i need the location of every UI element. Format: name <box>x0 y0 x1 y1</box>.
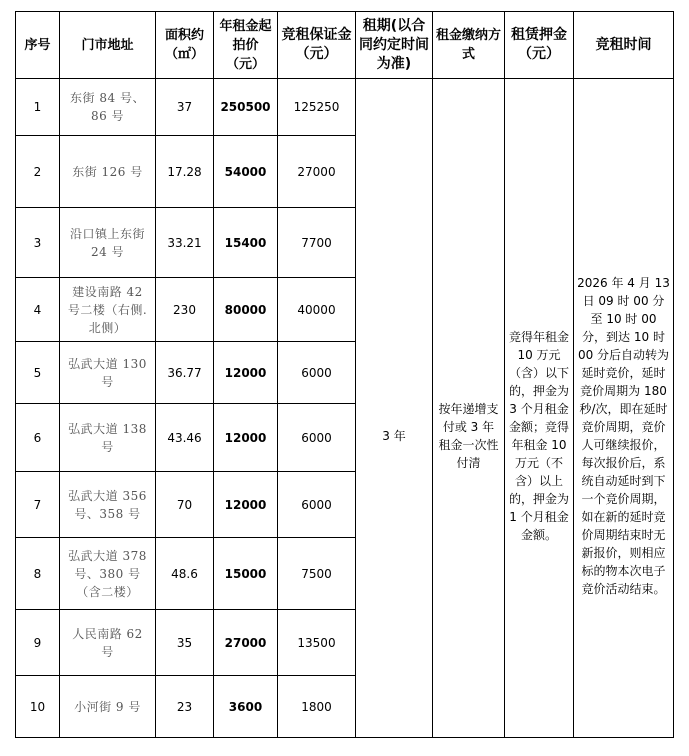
cell-deposit: 1800 <box>278 676 356 738</box>
header-row <box>16 12 674 79</box>
cell-area: 35 <box>156 610 214 676</box>
cell-deposit: 7500 <box>278 538 356 610</box>
header-area: 面积约（㎡） <box>156 12 214 79</box>
cell-address: 小河街 9 号 <box>60 676 156 738</box>
header-payment: 租金缴纳方式 <box>433 12 505 79</box>
cell-address: 东街 84 号、86 号 <box>60 79 156 136</box>
cell-area: 33.21 <box>156 208 214 278</box>
cell-area: 230 <box>156 278 214 342</box>
cell-no: 6 <box>16 404 60 472</box>
cell-start-price: 12000 <box>214 404 278 472</box>
cell-address: 沿口镇上东街 24 号 <box>60 208 156 278</box>
cell-start-price: 80000 <box>214 278 278 342</box>
header-start-price: 年租金起拍价（元） <box>214 12 278 79</box>
cell-deposit: 27000 <box>278 136 356 208</box>
cell-address: 人民南路 62 号 <box>60 610 156 676</box>
header-term: 租期(以合同约定时间为准) <box>356 12 433 79</box>
cell-no: 3 <box>16 208 60 278</box>
cell-deposit: 6000 <box>278 472 356 538</box>
cell-deposit: 6000 <box>278 342 356 404</box>
cell-address: 弘武大道 356 号、358 号 <box>60 472 156 538</box>
cell-deposit: 13500 <box>278 610 356 676</box>
header-no: 序号 <box>16 12 60 79</box>
cell-area: 70 <box>156 472 214 538</box>
cell-no: 5 <box>16 342 60 404</box>
cell-deposit: 6000 <box>278 404 356 472</box>
cell-payment-blank <box>433 79 505 136</box>
table-row <box>16 79 674 136</box>
header-address: 门市地址 <box>60 12 156 79</box>
cell-lease-deposit: 竞得年租金 10 万元（含）以下的，押金为 3 个月租金金额；竞得年租金 10 万元（不含）以上的，押金为 1 个月租金金额。 <box>505 136 574 738</box>
cell-area: 36.77 <box>156 342 214 404</box>
cell-start-price: 12000 <box>214 472 278 538</box>
cell-deposit: 125250 <box>278 79 356 136</box>
cell-start-price: 12000 <box>214 342 278 404</box>
cell-lease-deposit-blank <box>505 79 574 136</box>
cell-no: 4 <box>16 278 60 342</box>
cell-start-price: 3600 <box>214 676 278 738</box>
cell-term-blank <box>356 79 433 136</box>
cell-no: 7 <box>16 472 60 538</box>
table-row <box>16 136 674 208</box>
cell-area: 48.6 <box>156 538 214 610</box>
cell-address: 弘武大道 138 号 <box>60 404 156 472</box>
cell-area: 43.46 <box>156 404 214 472</box>
cell-address: 东街 126 号 <box>60 136 156 208</box>
cell-start-price: 250500 <box>214 79 278 136</box>
cell-deposit: 7700 <box>278 208 356 278</box>
cell-no: 8 <box>16 538 60 610</box>
cell-no: 10 <box>16 676 60 738</box>
cell-address: 弘武大道 130 号 <box>60 342 156 404</box>
cell-area: 37 <box>156 79 214 136</box>
cell-area: 23 <box>156 676 214 738</box>
cell-bid-time: 2026 年 4 月 13 日 09 时 00 分至 10 时 00 分，到达 10 时 00 分后自动转为延时竞价，延时竞价周期为 180 秒/次，即在延时竞价周期，竞价人可继续报价，每次报价后，系统自动延时到下一个竞价周期，如在新的延时竞价周期结束时无新报价，则相应标的物本次电子竞价活动结束。 <box>574 136 674 738</box>
cell-no: 9 <box>16 610 60 676</box>
header-lease-deposit: 租赁押金（元） <box>505 12 574 79</box>
cell-area: 17.28 <box>156 136 214 208</box>
cell-no: 2 <box>16 136 60 208</box>
cell-start-price: 15000 <box>214 538 278 610</box>
cell-start-price: 15400 <box>214 208 278 278</box>
cell-deposit: 40000 <box>278 278 356 342</box>
cell-start-price: 27000 <box>214 610 278 676</box>
cell-term: 3 年 <box>356 136 433 738</box>
cell-address: 建设南路 42 号二楼（右侧.北侧） <box>60 278 156 342</box>
rental-auction-table <box>15 11 674 738</box>
cell-bid-time-blank <box>574 79 674 136</box>
header-bid-time: 竞租时间 <box>574 12 674 79</box>
cell-no: 1 <box>16 79 60 136</box>
header-deposit: 竞租保证金（元） <box>278 12 356 79</box>
cell-payment: 按年递增支付或 3 年租金一次性付清 <box>433 136 505 738</box>
cell-address: 弘武大道 378 号、380 号（含二楼） <box>60 538 156 610</box>
cell-start-price: 54000 <box>214 136 278 208</box>
